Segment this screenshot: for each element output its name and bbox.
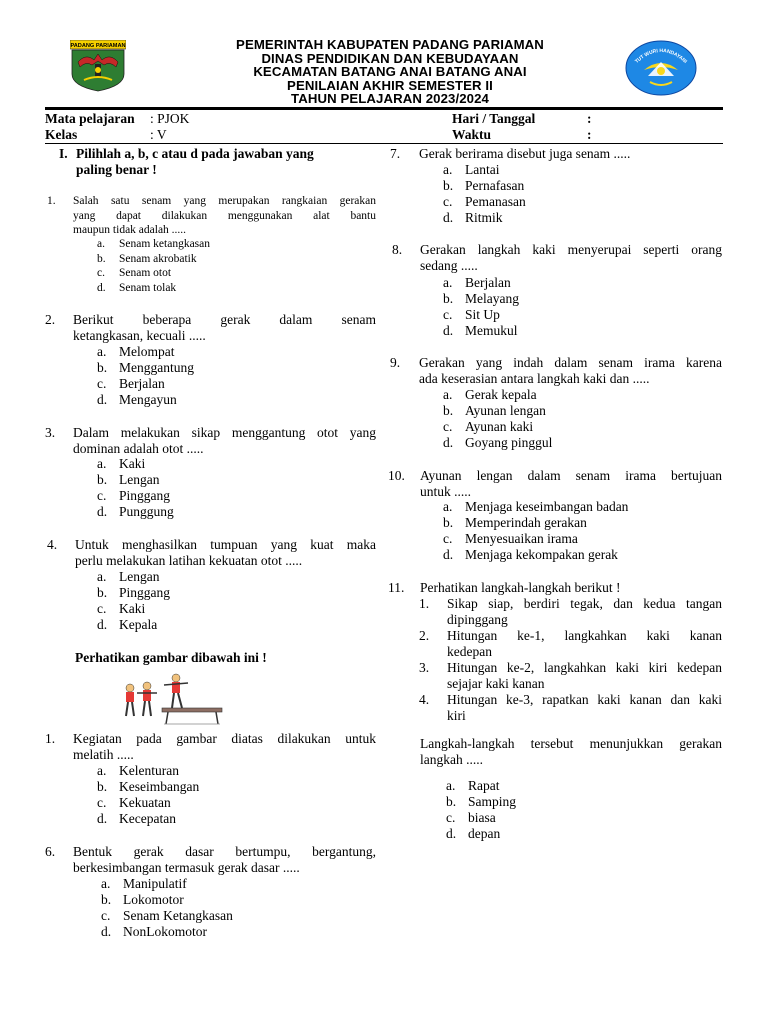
question-line: sedang ..... <box>420 258 478 273</box>
time-value: : <box>587 127 592 142</box>
option-text: Pinggang <box>119 585 171 600</box>
step-line: kiri <box>447 708 466 723</box>
option-item[interactable] <box>97 763 297 779</box>
option-list <box>101 876 301 940</box>
question-line: Gerakan yang indah dalam senam irama karena <box>419 355 722 370</box>
question-line: dominan adalah otot ..... <box>73 441 204 456</box>
option-item[interactable] <box>101 876 301 892</box>
option-list <box>97 237 297 295</box>
option-text: Berjalan <box>465 275 511 290</box>
option-item[interactable] <box>97 779 297 795</box>
option-letter: d. <box>446 826 457 841</box>
option-text: Menggantung <box>119 360 194 375</box>
option-text: Ayunan lengan <box>465 403 546 418</box>
option-letter: c. <box>443 194 453 209</box>
option-letter: d. <box>443 435 454 450</box>
question-line: ada keserasian antara langkah kaki dan ..... <box>419 371 650 386</box>
question-text <box>73 425 376 457</box>
question-number: 1. <box>47 195 56 207</box>
class-value: : V <box>150 127 167 142</box>
option-item[interactable] <box>446 826 676 842</box>
question-text <box>75 537 376 569</box>
option-item[interactable] <box>101 924 301 940</box>
option-item[interactable] <box>97 392 297 408</box>
option-list <box>97 344 297 408</box>
question-text <box>73 312 376 344</box>
day-date-value: : <box>587 111 592 126</box>
option-letter: a. <box>97 569 107 584</box>
option-item[interactable] <box>443 291 673 307</box>
option-item[interactable] <box>97 504 297 520</box>
option-text: Sit Up <box>465 307 500 322</box>
logo-caption: PADANG PARIAMAN <box>70 43 126 49</box>
option-text: Menjaga keseimbangan badan <box>465 499 629 514</box>
step-line: sejajar kaki kanan <box>447 676 545 691</box>
option-list <box>97 763 297 827</box>
option-text: Lantai <box>465 162 500 177</box>
option-text: Melayang <box>465 291 519 306</box>
day-date-label: Hari / Tanggal <box>452 111 536 126</box>
option-item[interactable] <box>97 472 297 488</box>
header-line-5: TAHUN PELAJARAN 2023/2024 <box>291 91 489 106</box>
option-letter: d. <box>97 617 108 632</box>
question-line: perlu melakukan latihan kekuatan otot ..... <box>75 553 303 568</box>
option-list <box>443 387 673 451</box>
option-item[interactable] <box>443 435 673 451</box>
option-item[interactable] <box>101 892 301 908</box>
option-text: Senam akrobatik <box>119 252 197 265</box>
option-item[interactable] <box>97 252 297 267</box>
option-text: Menyesuaikan irama <box>465 531 578 546</box>
option-item[interactable] <box>97 281 297 296</box>
step-item <box>419 596 722 628</box>
option-text: NonLokomotor <box>123 924 207 939</box>
option-letter: a. <box>443 499 453 514</box>
option-text: Senam otot <box>119 267 172 279</box>
question-line: Kegiatan pada gambar diatas dilakukan untuk <box>73 731 376 746</box>
subject-label: Mata pelajaran <box>45 111 135 126</box>
logo-motto: TUT WURI HANDAYANI <box>634 47 688 65</box>
option-letter: c. <box>97 376 107 391</box>
question-number: 6. <box>45 844 56 859</box>
meta-divider <box>45 143 723 144</box>
option-item[interactable] <box>97 617 297 633</box>
step-line: Hitungan ke-1, langkahkan kaki kanan <box>447 628 722 643</box>
option-text: Keseimbangan <box>119 779 200 794</box>
step-text <box>447 628 722 660</box>
option-item[interactable] <box>443 275 673 291</box>
option-letter: a. <box>97 456 107 471</box>
step-line: dipinggang <box>447 612 508 627</box>
question-line: melatih ..... <box>73 747 134 762</box>
question-number: 10. <box>388 468 405 483</box>
option-item[interactable] <box>443 547 693 563</box>
option-letter: d. <box>443 323 454 338</box>
question-line: Langkah-langkah tersebut menunjukkan gerakan <box>420 736 722 751</box>
option-item[interactable] <box>443 515 693 531</box>
question-line: Bentuk gerak dasar bertumpu, bergantung, <box>73 844 376 859</box>
question-number: 7. <box>390 146 401 161</box>
step-number: 2. <box>419 628 430 643</box>
option-letter: a. <box>446 778 456 793</box>
question-number: 2. <box>45 312 56 327</box>
option-letter: b. <box>446 794 457 809</box>
option-item[interactable] <box>101 908 301 924</box>
option-letter: c. <box>443 307 453 322</box>
option-item[interactable] <box>97 585 297 601</box>
picture-instruction: Perhatikan gambar dibawah ini ! <box>75 650 267 665</box>
option-text: Kaki <box>119 601 146 616</box>
option-item[interactable] <box>446 778 676 794</box>
option-letter: c. <box>97 267 105 279</box>
option-item[interactable] <box>443 499 693 515</box>
header-line-1: PEMERINTAH KABUPATEN PADANG PARIAMAN <box>236 37 544 52</box>
option-letter: a. <box>443 275 453 290</box>
option-letter: c. <box>446 810 456 825</box>
option-letter: d. <box>97 504 108 519</box>
option-letter: d. <box>97 392 108 407</box>
option-letter: d. <box>97 281 106 294</box>
option-text: Mengayun <box>119 392 177 407</box>
option-item[interactable] <box>97 266 297 281</box>
option-text: Manipulatif <box>123 876 187 891</box>
option-text: Lengan <box>119 472 160 487</box>
header-line-4: PENILAIAN AKHIR SEMESTER II <box>287 77 493 93</box>
question-number: 8. <box>392 242 403 257</box>
question-line: langkah ..... <box>420 752 483 767</box>
option-item[interactable] <box>97 376 297 392</box>
question-line: berkesimbangan termasuk gerak dasar ..... <box>73 860 300 875</box>
header-line-2: DINAS PENDIDIKAN DAN KEBUDAYAAN <box>261 50 519 66</box>
option-text: Kepala <box>119 617 158 632</box>
class-label: Kelas <box>45 127 78 142</box>
question-line: Ayunan lengan dalam senam irama bertujuan <box>420 468 722 483</box>
option-item[interactable] <box>97 360 297 376</box>
question-number: 4. <box>47 537 58 552</box>
option-item[interactable] <box>443 307 673 323</box>
option-text: Ayunan kaki <box>465 419 534 434</box>
option-letter: c. <box>97 601 107 616</box>
option-text: Rapat <box>468 778 500 793</box>
option-item[interactable] <box>443 210 673 226</box>
option-item[interactable] <box>443 194 673 210</box>
step-line: Hitungan ke-2, langkahkan kaki kiri kedepan <box>447 660 722 675</box>
option-text: Pinggang <box>119 488 171 503</box>
option-item[interactable] <box>443 531 693 547</box>
balance-bench-illustration <box>120 670 226 726</box>
option-letter: b. <box>443 178 454 193</box>
option-item[interactable] <box>443 323 673 339</box>
option-text: Senam Ketangkasan <box>123 908 233 923</box>
option-letter: a. <box>443 387 453 402</box>
step-list <box>419 596 722 724</box>
question-text <box>73 844 376 876</box>
option-letter: b. <box>443 403 454 418</box>
option-letter: b. <box>101 892 112 907</box>
option-text: Kelenturan <box>119 763 179 778</box>
option-letter: d. <box>97 811 108 826</box>
option-list <box>446 778 676 842</box>
option-text: depan <box>468 826 501 841</box>
option-text: Berjalan <box>119 376 165 391</box>
option-item[interactable] <box>97 569 297 585</box>
step-text <box>447 692 722 724</box>
option-text: Senam tolak <box>119 281 177 294</box>
question-line: maupun tidak adalah ..... <box>73 224 187 236</box>
option-text: Pemanasan <box>465 194 526 209</box>
option-letter: b. <box>97 360 108 375</box>
option-item[interactable] <box>446 794 676 810</box>
step-number: 3. <box>419 660 430 675</box>
question-number: 3. <box>45 425 56 440</box>
option-letter: b. <box>443 291 454 306</box>
option-text: biasa <box>468 810 496 825</box>
question-line: Salah satu senam yang merupakan rangkaian gerakan <box>73 195 376 207</box>
option-list <box>97 569 297 633</box>
step-line: Hitungan ke-3, rapatkan kaki kanan dan kaki <box>447 692 722 707</box>
option-item[interactable] <box>443 387 673 403</box>
question-line: yang dapat dilakukan menggunakan alat bantu <box>73 209 376 222</box>
option-letter: b. <box>97 472 108 487</box>
header-line-3: KECAMATAN BATANG ANAI BATANG ANAI <box>253 64 527 79</box>
question-text: Gerak berirama disebut juga senam ..... <box>419 146 631 161</box>
option-item[interactable] <box>97 601 297 617</box>
option-letter: c. <box>97 795 107 810</box>
question-conclusion <box>420 736 722 768</box>
header-divider-thick <box>45 107 723 110</box>
option-letter: c. <box>443 531 453 546</box>
option-letter: c. <box>443 419 453 434</box>
option-letter: d. <box>443 210 454 225</box>
question-text <box>420 242 722 274</box>
option-text: Menjaga kekompakan gerak <box>465 547 618 562</box>
question-number: 11. <box>388 580 405 595</box>
option-list <box>443 275 673 339</box>
option-text: Melompat <box>119 344 175 359</box>
option-list <box>97 456 297 520</box>
question-line: ketangkasan, kecuali ..... <box>73 328 206 343</box>
option-text: Senam ketangkasan <box>119 238 211 250</box>
option-letter: a. <box>101 876 111 891</box>
option-item[interactable] <box>97 344 297 360</box>
subject-value: : PJOK <box>150 111 190 126</box>
option-item[interactable] <box>97 488 297 504</box>
question-number: 9. <box>390 355 401 370</box>
option-letter: a. <box>97 763 107 778</box>
step-text <box>447 596 722 628</box>
option-item[interactable] <box>443 403 673 419</box>
option-text: Lengan <box>119 569 160 584</box>
option-text: Memperindah gerakan <box>465 515 587 530</box>
question-text <box>73 194 376 238</box>
option-letter: b. <box>97 252 106 265</box>
section-instruction <box>76 146 376 178</box>
option-letter: c. <box>101 908 111 923</box>
option-item[interactable] <box>443 178 673 194</box>
option-text: Pernafasan <box>465 178 525 193</box>
question-line: Gerakan langkah kaki menyerupai seperti orang <box>420 242 722 257</box>
option-text: Memukul <box>465 323 518 338</box>
option-text: Kecepatan <box>119 811 176 826</box>
step-number: 4. <box>419 692 430 707</box>
section-line-2: paling benar ! <box>76 162 157 177</box>
question-line: Dalam melakukan sikap menggantung otot yang <box>73 425 376 440</box>
option-list <box>443 499 693 563</box>
question-text <box>419 355 722 387</box>
option-item[interactable] <box>443 419 673 435</box>
question-text <box>73 731 376 763</box>
option-text: Samping <box>468 794 517 809</box>
district-logo <box>70 40 126 92</box>
option-item[interactable] <box>443 162 673 178</box>
question-line: untuk ..... <box>420 484 472 499</box>
step-number: 1. <box>419 596 430 611</box>
header-title <box>180 38 600 106</box>
option-item[interactable] <box>446 810 676 826</box>
option-text: Lokomotor <box>123 892 184 907</box>
step-item <box>419 628 722 660</box>
option-letter: a. <box>97 238 105 250</box>
step-text <box>447 660 722 692</box>
option-letter: a. <box>443 162 453 177</box>
option-letter: d. <box>101 924 112 939</box>
step-line: kedepan <box>447 644 492 659</box>
option-list <box>443 162 673 226</box>
question-text: Perhatikan langkah-langkah berikut ! <box>420 580 621 595</box>
option-text: Kekuatan <box>119 795 171 810</box>
option-item[interactable] <box>97 456 297 472</box>
step-item <box>419 660 722 692</box>
section-line-1: Pilihlah a, b, c atau d pada jawaban yang <box>76 146 314 161</box>
option-item[interactable] <box>97 811 297 827</box>
option-letter: b. <box>443 515 454 530</box>
question-line: Berikut beberapa gerak dalam senam <box>73 312 376 327</box>
tut-wuri-handayani-logo <box>624 40 698 96</box>
question-text <box>420 468 722 500</box>
question-line: Untuk menghasilkan tumpuan yang kuat maka <box>75 537 376 552</box>
step-item <box>419 692 722 724</box>
time-label: Waktu <box>452 127 492 142</box>
option-item[interactable] <box>97 795 297 811</box>
option-text: Ritmik <box>465 210 503 225</box>
option-text: Punggung <box>119 504 174 519</box>
option-text: Goyang pinggul <box>465 435 553 450</box>
option-item[interactable] <box>97 237 297 252</box>
option-letter: a. <box>97 344 107 359</box>
step-line: Sikap siap, berdiri tegak, dan kedua tangan <box>447 596 722 611</box>
question-number: 1. <box>45 731 56 746</box>
section-number: I. <box>59 146 68 161</box>
option-letter: b. <box>97 585 108 600</box>
option-letter: d. <box>443 547 454 562</box>
option-letter: b. <box>97 779 108 794</box>
option-text: Gerak kepala <box>465 387 537 402</box>
option-letter: c. <box>97 488 107 503</box>
option-text: Kaki <box>119 456 146 471</box>
